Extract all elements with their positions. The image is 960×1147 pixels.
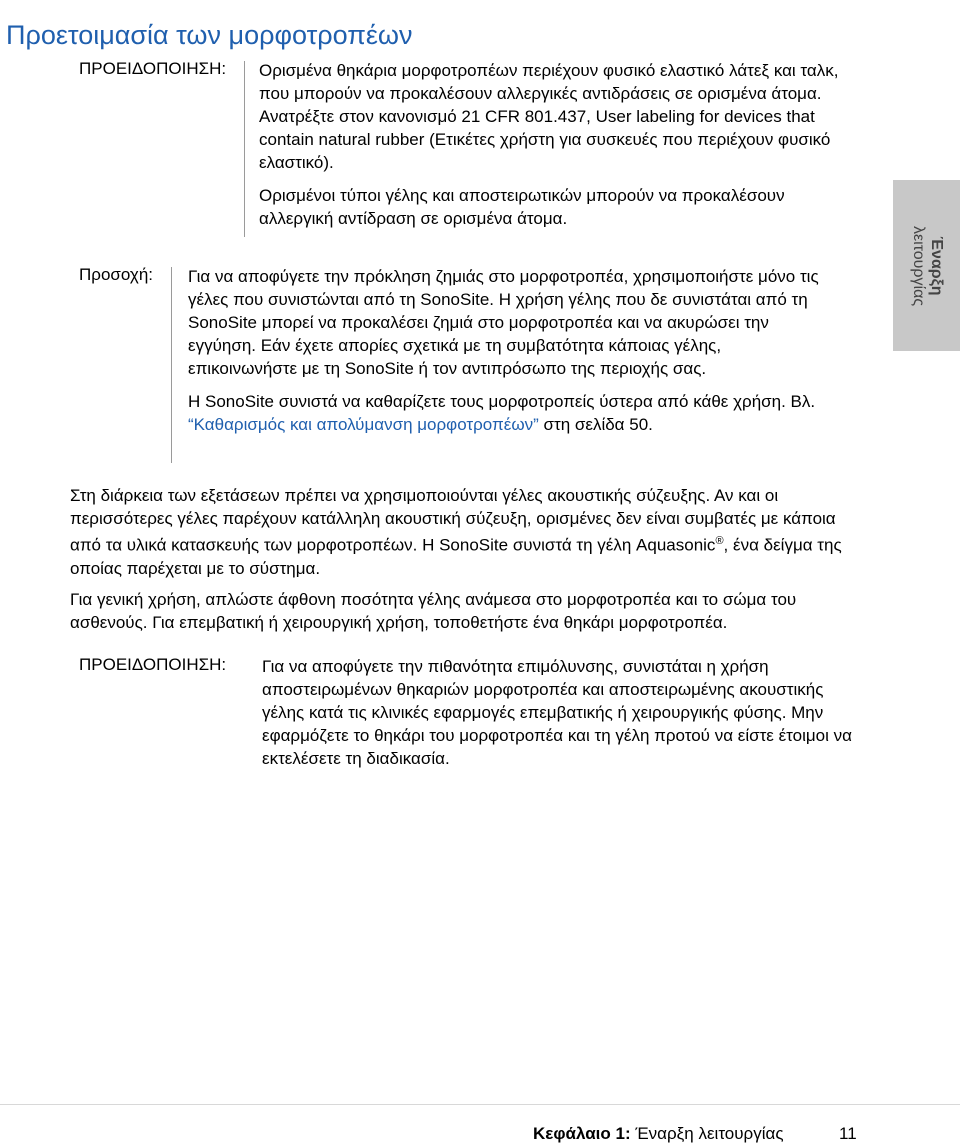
warning-text — [259, 59, 859, 230]
caution-text-part: Η SonoSite συνιστά να καθαρίζετε τους μορφοτροπείς ύστερα από κάθε χρήση. Βλ. — [188, 392, 816, 411]
caution-notice — [79, 265, 879, 465]
footer-page-number: 11 — [839, 1124, 857, 1143]
warning-label: ΠΡΟΕΙΔΟΠΟΙΗΣΗ: — [79, 59, 227, 78]
body-paragraph-usage: Για γενική χρήση, απλώστε άφθονη ποσότητα γέλης ανάμεσα στο μορφοτροπέα και το σώμα του ασθενούς. Για επεμβατική ή χειρουργική χρήση, τοποθετήστε ένα θηκάρι μορφοτροπέα. — [70, 590, 797, 632]
caution-paragraph-cleaning — [188, 390, 828, 436]
caution-text-part: στη σελίδα 50. — [538, 415, 653, 434]
side-tab-label — [909, 225, 945, 305]
body-text-part: Στη διάρκεια των εξετάσεων πρέπει να χρησιμοποιούνται γέλες ακουστικής σύζευξης. Αν και οι περισσότερες γέλες παρέχουν κατάλληλη ακουστική σύζευξη, ορισμένες δεν είναι συμβατές με κάποια από τα υλικά κατασκευής των μορφοτροπέων. Η SonoSite συνιστά τη γέλη Aquasonic — [70, 486, 836, 555]
footer-chapter-title: Έναρξη λειτουργίας — [635, 1124, 784, 1143]
footer-chapter-label: Κεφάλαιο 1: — [533, 1124, 631, 1143]
caution-label: Προσοχή: — [79, 265, 153, 284]
caution-divider — [171, 267, 172, 463]
warning-paragraph: Ορισμένοι τύποι γέλης και αποστειρωτικών μπορούν να προκαλέσουν αλλεργική αντίδραση σε ορισμένα άτομα. — [259, 186, 785, 228]
warning-paragraph: Ορισμένα θηκάρια μορφοτροπέων περιέχουν φυσικό ελαστικό λάτεξ και ταλκ, που μπορούν να προκαλέσουν αλλεργικές αντιδράσεις σε ορισμένα άτομα. Ανατρέξτε στον κανονισμό 21 CFR 801.437, User labeling for devices that contain natural rubber (Ετικέτες χρήστη για συσκευές που περιέχουν φυσικό ελαστικό). — [259, 61, 839, 172]
warning-divider — [244, 61, 245, 237]
warning-notice-latex — [79, 59, 879, 239]
cleaning-disinfecting-link[interactable]: “Καθαρισμός και απολύμανση μορφοτροπέων” — [188, 415, 539, 434]
side-tab-line: Έναρξη — [927, 235, 945, 296]
page-title: Προετοιμασία των μορφοτροπέων — [6, 20, 413, 51]
warning-label: ΠΡΟΕΙΔΟΠΟΙΗΣΗ: — [79, 655, 227, 674]
body-paragraph-gels — [70, 484, 870, 580]
body-text-part: , ένα δείγμα της οποίας παρέχεται με το σύστημα. — [70, 535, 842, 578]
page-footer — [533, 1124, 857, 1144]
footer-divider — [0, 1104, 960, 1105]
warning-text — [262, 655, 862, 770]
chapter-side-tab — [893, 180, 960, 351]
registered-mark: ® — [715, 535, 724, 547]
side-tab-line: λειτουργίας — [909, 225, 927, 306]
caution-paragraph: Για να αποφύγετε την πρόκληση ζημιάς στο μορφοτροπέα, χρησιμοποιήστε μόνο τις γέλες που συνιστώνται από τη SonoSite. Η χρήση γέλης που δε συνιστάται από τη SonoSite μπορεί να προκαλέσει ζημιά στο μορφοτροπέα και να ακυρώσει την εγγύηση. Εάν έχετε απορίες σχετικά με τη συμβατότητα κάποιας γέλης, επικοινωνήστε με τη SonoSite ή τον αντιπρόσωπο της περιοχής σας. — [188, 267, 819, 378]
warning-paragraph: Για να αποφύγετε την πιθανότητα επιμόλυνσης, συνιστάται η χρήση αποστειρωμένων θηκαριών μορφοτροπέα και αποστειρωμένης ακουστικής γέλης κατά τις κλινικές εφαρμογές επεμβατικής ή χειρουργικής φύσης. Μην εφαρμόζετε το θηκάρι του μορφοτροπέα και τη γέλη προτού να είστε έτοιμοι να εκτελέσετε τη διαδικασία. — [262, 657, 852, 768]
caution-text — [188, 265, 828, 436]
warning-notice-contamination — [79, 655, 879, 770]
